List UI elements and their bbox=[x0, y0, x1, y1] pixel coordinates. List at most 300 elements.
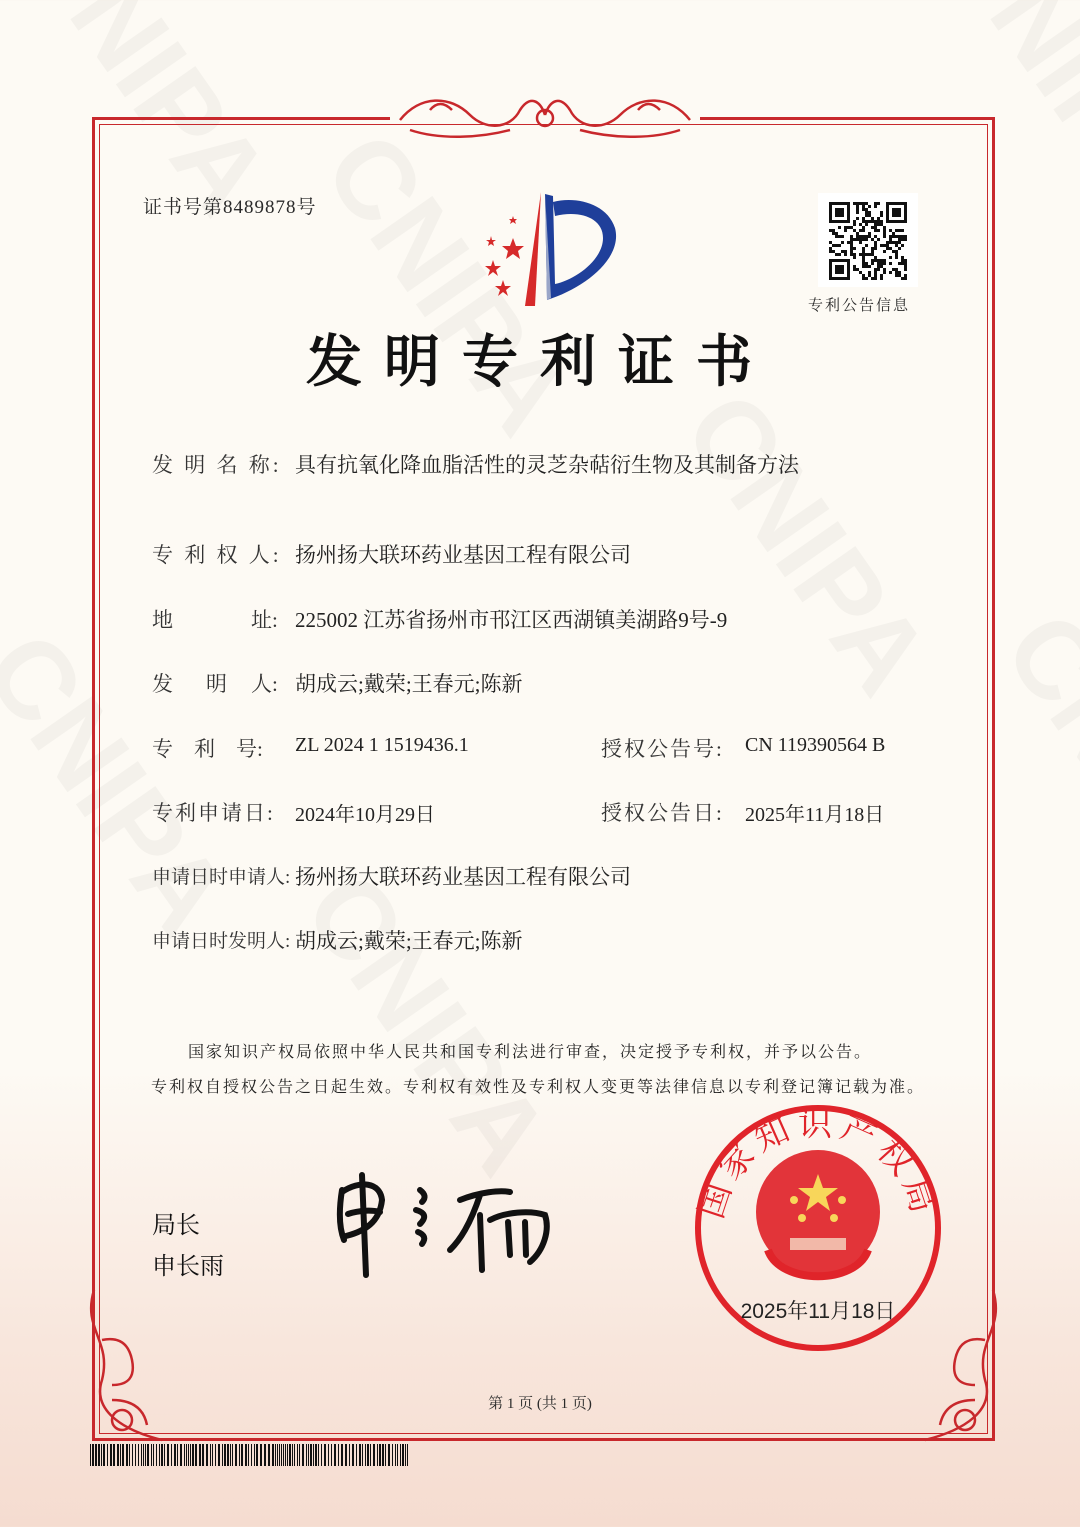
qr-module bbox=[859, 235, 862, 238]
qr-module bbox=[829, 211, 832, 214]
qr-module bbox=[865, 223, 868, 226]
barcode-bar bbox=[239, 1444, 240, 1466]
barcode-bar bbox=[400, 1444, 401, 1466]
grant-pub-number-value: CN 119390564 B bbox=[745, 734, 886, 756]
qr-module bbox=[856, 238, 859, 241]
qr-module bbox=[850, 250, 853, 253]
qr-module bbox=[889, 256, 892, 259]
qr-module bbox=[898, 202, 901, 205]
qr-module bbox=[877, 259, 880, 262]
qr-module bbox=[877, 223, 880, 226]
barcode-bar bbox=[190, 1444, 191, 1466]
qr-module bbox=[901, 229, 904, 232]
barcode-bar bbox=[171, 1444, 172, 1466]
qr-module bbox=[862, 235, 865, 238]
qr-module bbox=[856, 268, 859, 271]
barcode-bar bbox=[147, 1444, 149, 1466]
qr-module bbox=[856, 235, 859, 238]
qr-module bbox=[868, 220, 871, 223]
qr-module bbox=[889, 235, 892, 238]
barcode-bar bbox=[388, 1444, 390, 1466]
qr-module bbox=[880, 277, 883, 280]
barcode-bar bbox=[186, 1444, 187, 1466]
qr-module bbox=[883, 229, 886, 232]
barcode-bar bbox=[145, 1444, 146, 1466]
barcode-bar bbox=[283, 1444, 284, 1466]
qr-module bbox=[829, 271, 832, 274]
barcode-bar bbox=[184, 1444, 185, 1466]
barcode-bar bbox=[107, 1444, 108, 1466]
qr-module bbox=[871, 226, 874, 229]
qr-module bbox=[880, 274, 883, 277]
signatory-name: 申长雨 bbox=[152, 1252, 224, 1280]
qr-module bbox=[871, 217, 874, 220]
qr-module bbox=[829, 250, 832, 253]
barcode-bar bbox=[385, 1444, 386, 1466]
filing-date-label: 专利申请日: bbox=[152, 801, 275, 825]
qr-module bbox=[883, 250, 886, 253]
barcode-bar bbox=[272, 1444, 274, 1466]
qr-module bbox=[874, 220, 877, 223]
qr-module bbox=[898, 229, 901, 232]
barcode-bar bbox=[227, 1444, 229, 1466]
barcode-bar bbox=[331, 1444, 332, 1466]
qr-module bbox=[835, 253, 838, 256]
barcode-bar bbox=[161, 1444, 163, 1466]
qr-module bbox=[892, 235, 895, 238]
handwritten-signature bbox=[330, 1170, 560, 1285]
qr-module bbox=[859, 271, 862, 274]
qr-module bbox=[886, 241, 889, 244]
qr-module bbox=[865, 265, 868, 268]
barcode-bar bbox=[392, 1444, 393, 1466]
qr-module bbox=[883, 262, 886, 265]
qr-module bbox=[829, 214, 832, 217]
qr-module bbox=[859, 241, 862, 244]
qr-module bbox=[835, 235, 838, 238]
qr-module bbox=[871, 247, 874, 250]
qr-module bbox=[853, 238, 856, 241]
qr-module bbox=[865, 244, 868, 247]
qr-module bbox=[862, 253, 865, 256]
qr-module bbox=[904, 262, 907, 265]
barcode-bar bbox=[373, 1444, 375, 1466]
barcode-bar bbox=[268, 1444, 270, 1466]
barcode-bar bbox=[113, 1444, 115, 1466]
top-ornament bbox=[390, 90, 700, 142]
qr-module bbox=[829, 208, 832, 211]
barcode-bar bbox=[188, 1444, 189, 1466]
qr-module bbox=[886, 217, 889, 220]
qr-module bbox=[847, 274, 850, 277]
qr-module bbox=[853, 268, 856, 271]
qr-module bbox=[844, 250, 847, 253]
qr-module bbox=[904, 208, 907, 211]
qr-module bbox=[889, 229, 892, 232]
qr-module bbox=[832, 202, 835, 205]
qr-module bbox=[844, 259, 847, 262]
qr-module bbox=[895, 241, 898, 244]
qr-module bbox=[898, 220, 901, 223]
applicant-at-filing-value: 扬州扬大联环药业基因工程有限公司 bbox=[295, 865, 631, 889]
barcode-bar bbox=[224, 1444, 226, 1466]
barcode-bar bbox=[289, 1444, 291, 1466]
qr-module bbox=[898, 271, 901, 274]
barcode-bar bbox=[164, 1444, 165, 1466]
qr-module bbox=[856, 208, 859, 211]
qr-module bbox=[859, 229, 862, 232]
qr-module bbox=[838, 214, 841, 217]
qr-module bbox=[901, 202, 904, 205]
qr-module bbox=[874, 274, 877, 277]
notice-line-2: 专利权自授权公告之日起生效。专利权有效性及专利权人变更等法律信息以专利登记簿记载为准。 bbox=[150, 1079, 925, 1096]
qr-module bbox=[829, 241, 832, 244]
barcode-bar bbox=[277, 1444, 278, 1466]
qr-module bbox=[874, 226, 877, 229]
qr-module bbox=[838, 253, 841, 256]
qr-module bbox=[844, 202, 847, 205]
qr-module bbox=[862, 205, 865, 208]
qr-code-box[interactable] bbox=[818, 193, 918, 287]
qr-module bbox=[883, 259, 886, 262]
qr-module bbox=[868, 274, 871, 277]
barcode-bar bbox=[248, 1444, 249, 1466]
qr-module bbox=[832, 250, 835, 253]
barcode bbox=[90, 1444, 410, 1468]
qr-module bbox=[838, 271, 841, 274]
barcode-bar bbox=[315, 1444, 317, 1466]
qr-module bbox=[868, 265, 871, 268]
qr-module bbox=[886, 247, 889, 250]
qr-module bbox=[865, 253, 868, 256]
qr-module bbox=[868, 232, 871, 235]
barcode-bar bbox=[297, 1444, 298, 1466]
qr-module bbox=[862, 247, 865, 250]
qr-module bbox=[874, 202, 877, 205]
qr-module bbox=[862, 265, 865, 268]
qr-module bbox=[889, 247, 892, 250]
address-label-suffix: 址: bbox=[251, 608, 278, 632]
qr-module bbox=[844, 226, 847, 229]
barcode-bar bbox=[95, 1444, 97, 1466]
barcode-bar bbox=[281, 1444, 282, 1466]
qr-module bbox=[874, 229, 877, 232]
qr-module bbox=[862, 262, 865, 265]
qr-module bbox=[877, 238, 880, 241]
qr-module bbox=[841, 271, 844, 274]
inventor-at-filing-value: 胡成云;戴荣;王春元;陈新 bbox=[295, 929, 523, 953]
qr-module bbox=[880, 214, 883, 217]
qr-module bbox=[895, 202, 898, 205]
qr-module bbox=[850, 235, 853, 238]
qr-module bbox=[844, 229, 847, 232]
barcode-bar bbox=[251, 1444, 252, 1466]
barcode-bar bbox=[135, 1444, 136, 1466]
qr-module bbox=[841, 265, 844, 268]
barcode-bar bbox=[306, 1444, 307, 1466]
qr-module bbox=[889, 241, 892, 244]
qr-module bbox=[904, 214, 907, 217]
qr-module bbox=[871, 253, 874, 256]
qr-module bbox=[901, 220, 904, 223]
qr-module bbox=[892, 250, 895, 253]
qr-module bbox=[874, 235, 877, 238]
qr-module bbox=[865, 235, 868, 238]
qr-module bbox=[868, 253, 871, 256]
barcode-bar bbox=[318, 1444, 319, 1466]
certificate-number: 证书号第8489878号 bbox=[143, 197, 317, 218]
barcode-bar bbox=[126, 1444, 128, 1466]
patentee-value: 扬州扬大联环药业基因工程有限公司 bbox=[295, 543, 631, 567]
qr-module bbox=[847, 205, 850, 208]
qr-module bbox=[862, 256, 865, 259]
barcode-bar bbox=[370, 1444, 371, 1466]
qr-module bbox=[880, 262, 883, 265]
qr-module bbox=[850, 241, 853, 244]
qr-module bbox=[862, 259, 865, 262]
qr-module bbox=[862, 217, 865, 220]
qr-module bbox=[847, 277, 850, 280]
qr-module bbox=[847, 226, 850, 229]
qr-module bbox=[868, 235, 871, 238]
qr-module bbox=[889, 271, 892, 274]
signatory-title: 局长 bbox=[152, 1211, 200, 1239]
qr-module bbox=[877, 262, 880, 265]
barcode-bar bbox=[292, 1444, 293, 1466]
barcode-bar bbox=[141, 1444, 142, 1466]
qr-module bbox=[838, 211, 841, 214]
qr-module bbox=[841, 211, 844, 214]
qr-module bbox=[865, 238, 868, 241]
barcode-bar bbox=[302, 1444, 304, 1466]
barcode-bar bbox=[138, 1444, 139, 1466]
qr-module bbox=[838, 220, 841, 223]
qr-module bbox=[898, 208, 901, 211]
qr-module bbox=[835, 265, 838, 268]
qr-module bbox=[871, 238, 874, 241]
barcode-bar bbox=[120, 1444, 121, 1466]
qr-module bbox=[880, 220, 883, 223]
qr-module bbox=[835, 214, 838, 217]
qr-module bbox=[865, 202, 868, 205]
barcode-bar bbox=[287, 1444, 288, 1466]
qr-module bbox=[853, 223, 856, 226]
barcode-bar bbox=[275, 1444, 276, 1466]
qr-module bbox=[904, 220, 907, 223]
qr-module bbox=[889, 202, 892, 205]
qr-module bbox=[898, 235, 901, 238]
barcode-bar bbox=[349, 1444, 350, 1466]
qr-module bbox=[883, 226, 886, 229]
barcode-bar bbox=[395, 1444, 396, 1466]
qr-module bbox=[829, 268, 832, 271]
qr-module bbox=[871, 250, 874, 253]
qr-module bbox=[904, 205, 907, 208]
qr-module bbox=[895, 274, 898, 277]
qr-module bbox=[901, 256, 904, 259]
qr-module bbox=[880, 223, 883, 226]
qr-module bbox=[895, 268, 898, 271]
barcode-bar bbox=[156, 1444, 157, 1466]
qr-module bbox=[883, 244, 886, 247]
qr-module bbox=[829, 247, 832, 250]
qr-module bbox=[829, 202, 832, 205]
qr-module bbox=[847, 220, 850, 223]
qr-module bbox=[892, 220, 895, 223]
qr-module bbox=[883, 271, 886, 274]
qr-module bbox=[874, 271, 877, 274]
barcode-bar bbox=[256, 1444, 258, 1466]
barcode-bar bbox=[90, 1444, 91, 1466]
qr-module bbox=[895, 244, 898, 247]
qr-module bbox=[835, 259, 838, 262]
qr-module bbox=[841, 214, 844, 217]
qr-module bbox=[859, 202, 862, 205]
inventor-label: 发 明 bbox=[152, 672, 233, 696]
qr-module bbox=[877, 268, 880, 271]
qr-module bbox=[895, 271, 898, 274]
barcode-bar bbox=[334, 1444, 336, 1466]
filing-date-value: 2024年10月29日 bbox=[295, 804, 435, 826]
inventor-label-suffix: 人: bbox=[251, 672, 278, 696]
qr-module bbox=[898, 214, 901, 217]
qr-module bbox=[865, 214, 868, 217]
qr-module bbox=[904, 202, 907, 205]
qr-module bbox=[862, 202, 865, 205]
qr-module bbox=[832, 229, 835, 232]
qr-module bbox=[889, 220, 892, 223]
qr-module bbox=[886, 244, 889, 247]
qr-module bbox=[904, 217, 907, 220]
official-seal bbox=[690, 1100, 946, 1356]
address-label: 地 bbox=[152, 608, 173, 632]
qr-module bbox=[874, 244, 877, 247]
qr-module bbox=[868, 214, 871, 217]
qr-module bbox=[865, 262, 868, 265]
qr-module bbox=[892, 214, 895, 217]
qr-module bbox=[838, 202, 841, 205]
qr-module bbox=[892, 202, 895, 205]
barcode-bar bbox=[245, 1444, 247, 1466]
qr-module bbox=[841, 202, 844, 205]
barcode-bar bbox=[241, 1444, 243, 1466]
barcode-bar bbox=[122, 1444, 124, 1466]
qr-module bbox=[874, 247, 877, 250]
qr-module bbox=[871, 277, 874, 280]
qr-module bbox=[835, 232, 838, 235]
qr-module bbox=[865, 208, 868, 211]
barcode-bar bbox=[299, 1444, 300, 1466]
qr-module bbox=[829, 277, 832, 280]
qr-module bbox=[856, 202, 859, 205]
qr-module bbox=[904, 274, 907, 277]
barcode-bar bbox=[180, 1444, 182, 1466]
barcode-bar bbox=[159, 1444, 160, 1466]
barcode-bar bbox=[206, 1444, 208, 1466]
barcode-bar bbox=[308, 1444, 309, 1466]
qr-module bbox=[847, 241, 850, 244]
barcode-bar bbox=[379, 1444, 381, 1466]
qr-module bbox=[835, 202, 838, 205]
barcode-bar bbox=[218, 1444, 220, 1466]
barcode-bar bbox=[313, 1444, 314, 1466]
barcode-bar bbox=[153, 1444, 154, 1466]
qr-module bbox=[892, 211, 895, 214]
barcode-bar bbox=[143, 1444, 144, 1466]
qr-module bbox=[874, 205, 877, 208]
barcode-bar bbox=[407, 1444, 408, 1466]
qr-module bbox=[829, 229, 832, 232]
qr-module bbox=[847, 265, 850, 268]
barcode-bar bbox=[202, 1444, 204, 1466]
qr-module bbox=[856, 205, 859, 208]
qr-module bbox=[889, 262, 892, 265]
qr-module bbox=[886, 202, 889, 205]
qr-module bbox=[901, 259, 904, 262]
qr-module bbox=[832, 244, 835, 247]
barcode-bar bbox=[222, 1444, 223, 1466]
qr-module bbox=[904, 268, 907, 271]
qr-module bbox=[841, 268, 844, 271]
qr-module bbox=[892, 268, 895, 271]
qr-module bbox=[877, 229, 880, 232]
qr-module bbox=[889, 238, 892, 241]
qr-module bbox=[886, 211, 889, 214]
qr-module bbox=[901, 244, 904, 247]
qr-module bbox=[829, 274, 832, 277]
inventor-at-filing-label: 申请日时发明人: bbox=[152, 931, 291, 952]
barcode-bar bbox=[98, 1444, 100, 1466]
barcode-bar bbox=[397, 1444, 398, 1466]
seal-date: 2025年11月18日 bbox=[740, 1300, 896, 1323]
qr-module bbox=[895, 253, 898, 256]
qr-module bbox=[898, 274, 901, 277]
qr-code[interactable] bbox=[818, 193, 918, 287]
barcode-bar bbox=[405, 1444, 406, 1466]
qr-module bbox=[898, 238, 901, 241]
qr-module bbox=[856, 217, 859, 220]
barcode-bar bbox=[177, 1444, 178, 1466]
qr-module bbox=[847, 262, 850, 265]
qr-module bbox=[838, 268, 841, 271]
qr-module bbox=[880, 244, 883, 247]
qr-module bbox=[883, 235, 886, 238]
qr-module bbox=[901, 235, 904, 238]
qr-module bbox=[904, 265, 907, 268]
qr-module bbox=[841, 220, 844, 223]
qr-module bbox=[847, 217, 850, 220]
qr-module bbox=[853, 265, 856, 268]
qr-module bbox=[841, 250, 844, 253]
qr-module bbox=[862, 250, 865, 253]
qr-module bbox=[832, 259, 835, 262]
qr-module bbox=[871, 220, 874, 223]
qr-module bbox=[829, 217, 832, 220]
qr-module bbox=[901, 277, 904, 280]
qr-module bbox=[892, 232, 895, 235]
barcode-bar bbox=[359, 1444, 361, 1466]
qr-module bbox=[895, 220, 898, 223]
qr-module bbox=[895, 214, 898, 217]
qr-module bbox=[862, 220, 865, 223]
qr-module bbox=[850, 247, 853, 250]
qr-module bbox=[904, 211, 907, 214]
qr-module bbox=[880, 211, 883, 214]
barcode-bar bbox=[382, 1444, 384, 1466]
qr-module bbox=[835, 271, 838, 274]
barcode-bar bbox=[352, 1444, 354, 1466]
qr-module bbox=[838, 259, 841, 262]
